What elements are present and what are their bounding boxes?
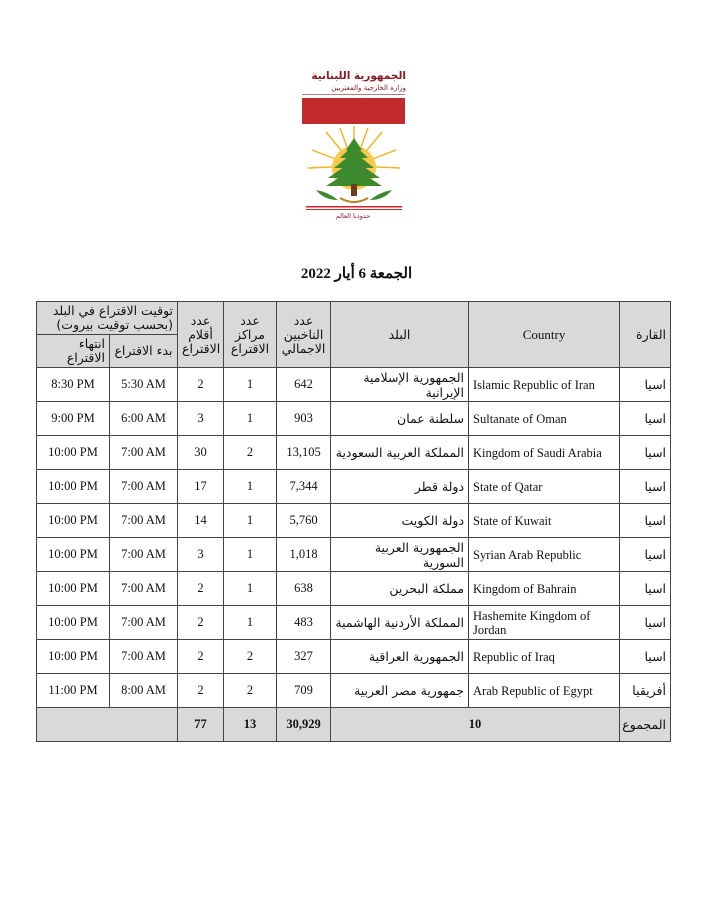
continent-cell: اسيا bbox=[620, 402, 671, 436]
end-time-cell: 10:00 PM bbox=[37, 538, 110, 572]
voting-table-body bbox=[37, 368, 671, 742]
continent-cell: اسيا bbox=[620, 538, 671, 572]
centers-cell: 2 bbox=[224, 436, 277, 470]
country-ar-header: البلد bbox=[331, 302, 469, 368]
country-en-cell: Syrian Arab Republic bbox=[469, 538, 620, 572]
centers-header: عدد مراكز الاقتراع bbox=[224, 302, 277, 368]
country-ar-cell: الجمهورية العراقية bbox=[331, 640, 469, 674]
start-time-cell: 7:00 AM bbox=[110, 538, 178, 572]
booths-cell: 3 bbox=[178, 538, 224, 572]
voters-cell: 638 bbox=[277, 572, 331, 606]
country-ar-cell: الجمهورية الإسلامية الإيرانية bbox=[331, 368, 469, 402]
booths-cell: 17 bbox=[178, 470, 224, 504]
table-row bbox=[37, 538, 671, 572]
start-time-cell: 6:00 AM bbox=[110, 402, 178, 436]
table-row bbox=[37, 368, 671, 402]
centers-cell: 1 bbox=[224, 470, 277, 504]
booths-header: عدد أقلام الاقتراع bbox=[178, 302, 224, 368]
continent-cell: اسيا bbox=[620, 572, 671, 606]
centers-cell: 1 bbox=[224, 572, 277, 606]
voting-table bbox=[36, 301, 671, 742]
voters-cell: 709 bbox=[277, 674, 331, 708]
voters-cell: 903 bbox=[277, 402, 331, 436]
voters-cell: 1,018 bbox=[277, 538, 331, 572]
booths-cell: 2 bbox=[178, 606, 224, 640]
end-time-cell: 10:00 PM bbox=[37, 606, 110, 640]
country-en-cell: Republic of Iraq bbox=[469, 640, 620, 674]
booths-cell: 2 bbox=[178, 572, 224, 606]
country-ar-cell: المملكة الأردنية الهاشمية bbox=[331, 606, 469, 640]
centers-cell: 1 bbox=[224, 368, 277, 402]
end-time-cell: 8:30 PM bbox=[37, 368, 110, 402]
country-ar-cell: الجمهورية العربية السورية bbox=[331, 538, 469, 572]
end-time-cell: 10:00 PM bbox=[37, 504, 110, 538]
start-time-cell: 7:00 AM bbox=[110, 572, 178, 606]
end-time-header: انتهاء الاقتراع bbox=[37, 335, 110, 368]
start-time-cell: 5:30 AM bbox=[110, 368, 178, 402]
voters-cell: 5,760 bbox=[277, 504, 331, 538]
continent-cell: اسيا bbox=[620, 368, 671, 402]
country-en-cell: State of Kuwait bbox=[469, 504, 620, 538]
start-time-header: بدء الاقتراع bbox=[110, 335, 178, 368]
centers-cell: 1 bbox=[224, 538, 277, 572]
booths-cell: 14 bbox=[178, 504, 224, 538]
table-row bbox=[37, 504, 671, 538]
table-row bbox=[37, 436, 671, 470]
table-row bbox=[37, 674, 671, 708]
continent-cell: اسيا bbox=[620, 640, 671, 674]
country-en-cell: Hashemite Kingdom of Jordan bbox=[469, 606, 620, 640]
continent-cell: اسيا bbox=[620, 436, 671, 470]
cedar-emblem-icon bbox=[306, 124, 402, 224]
end-time-cell: 10:00 PM bbox=[37, 572, 110, 606]
table-row bbox=[37, 572, 671, 606]
country-ar-cell: المملكة العربية السعودية bbox=[331, 436, 469, 470]
booths-cell: 2 bbox=[178, 368, 224, 402]
continent-header: القارة bbox=[620, 302, 671, 368]
booths-cell: 2 bbox=[178, 640, 224, 674]
ministry-subtitle: وزارة الخارجية والمغتربين bbox=[331, 84, 406, 92]
centers-cell: 1 bbox=[224, 402, 277, 436]
end-time-cell: 11:00 PM bbox=[37, 674, 110, 708]
country-en-header: Country bbox=[469, 302, 620, 368]
start-time-cell: 7:00 AM bbox=[110, 640, 178, 674]
voters-cell: 13,105 bbox=[277, 436, 331, 470]
country-en-cell: Kingdom of Bahrain bbox=[469, 572, 620, 606]
voters-cell: 327 bbox=[277, 640, 331, 674]
total-centers-cell: 13 bbox=[224, 708, 277, 742]
booths-cell: 30 bbox=[178, 436, 224, 470]
table-row bbox=[37, 470, 671, 504]
voters-cell: 483 bbox=[277, 606, 331, 640]
centers-cell: 1 bbox=[224, 606, 277, 640]
totals-label: المجموع bbox=[620, 708, 671, 742]
total-booths-cell: 77 bbox=[178, 708, 224, 742]
start-time-cell: 7:00 AM bbox=[110, 470, 178, 504]
start-time-cell: 7:00 AM bbox=[110, 504, 178, 538]
table-row bbox=[37, 402, 671, 436]
total-countries-cell: 10 bbox=[331, 708, 620, 742]
country-ar-cell: دولة الكويت bbox=[331, 504, 469, 538]
end-time-cell: 10:00 PM bbox=[37, 470, 110, 504]
republic-name: الجمهورية اللبنانية bbox=[311, 70, 406, 82]
country-en-cell: Kingdom of Saudi Arabia bbox=[469, 436, 620, 470]
country-ar-cell: سلطنة عمان bbox=[331, 402, 469, 436]
booths-cell: 2 bbox=[178, 674, 224, 708]
start-time-cell: 8:00 AM bbox=[110, 674, 178, 708]
start-time-cell: 7:00 AM bbox=[110, 606, 178, 640]
country-en-cell: Arab Republic of Egypt bbox=[469, 674, 620, 708]
continent-cell: اسيا bbox=[620, 504, 671, 538]
voters-header: عدد الناخبين الاجمالي bbox=[277, 302, 331, 368]
table-row bbox=[37, 640, 671, 674]
country-ar-cell: مملكة البحرين bbox=[331, 572, 469, 606]
voting-time-header: توقيت الاقتراع في البلد (بحسب توقيت بيروت) bbox=[37, 302, 178, 335]
end-time-cell: 9:00 PM bbox=[37, 402, 110, 436]
country-en-cell: Islamic Republic of Iran bbox=[469, 368, 620, 402]
country-en-cell: State of Qatar bbox=[469, 470, 620, 504]
centers-cell: 1 bbox=[224, 504, 277, 538]
voters-cell: 7,344 bbox=[277, 470, 331, 504]
continent-cell: أفريقيا bbox=[620, 674, 671, 708]
start-time-cell: 7:00 AM bbox=[110, 436, 178, 470]
table-row bbox=[37, 606, 671, 640]
totals-empty-cell bbox=[37, 708, 178, 742]
booths-cell: 3 bbox=[178, 402, 224, 436]
header-divider bbox=[302, 94, 405, 95]
end-time-cell: 10:00 PM bbox=[37, 436, 110, 470]
continent-cell: اسيا bbox=[620, 470, 671, 504]
centers-cell: 2 bbox=[224, 640, 277, 674]
total-voters-cell: 30,929 bbox=[277, 708, 331, 742]
continent-cell: اسيا bbox=[620, 606, 671, 640]
ministry-name bbox=[300, 70, 406, 93]
flag-red-band bbox=[302, 98, 405, 124]
ministry-motto: حدودنا العالم bbox=[335, 212, 371, 220]
country-ar-cell: جمهورية مصر العربية bbox=[331, 674, 469, 708]
page-title: الجمعة 6 أيار 2022 bbox=[300, 266, 413, 282]
end-time-cell: 10:00 PM bbox=[37, 640, 110, 674]
centers-cell: 2 bbox=[224, 674, 277, 708]
country-ar-cell: دولة قطر bbox=[331, 470, 469, 504]
country-en-cell: Sultanate of Oman bbox=[469, 402, 620, 436]
voters-cell: 642 bbox=[277, 368, 331, 402]
totals-row bbox=[37, 708, 671, 742]
